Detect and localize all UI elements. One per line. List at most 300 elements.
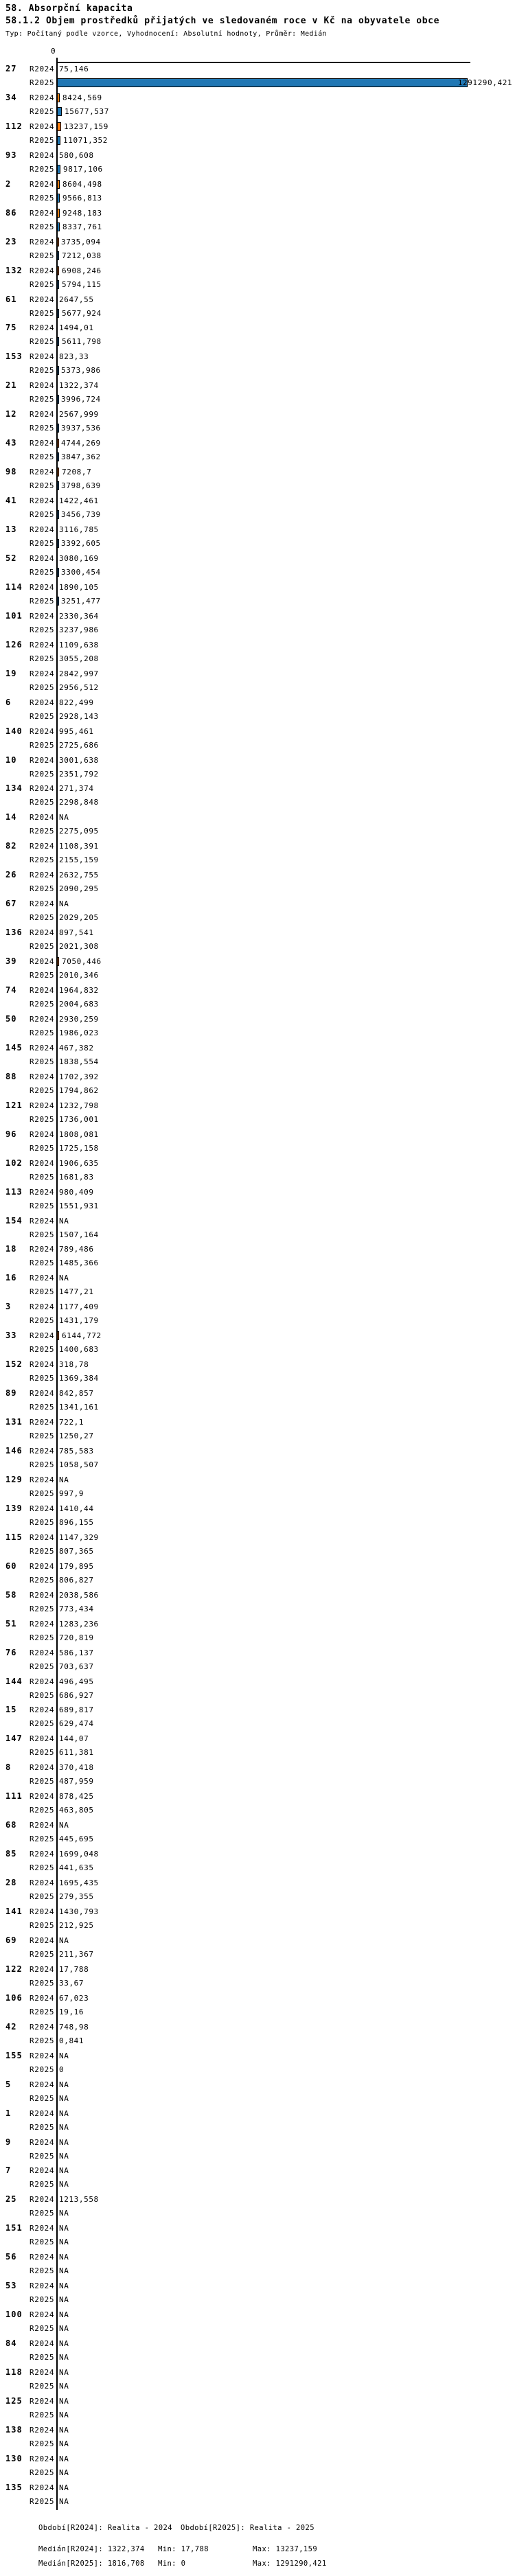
- bar-row-r2024: [0, 2138, 515, 2147]
- series-label: R2024: [30, 1418, 55, 1427]
- row-id: 13: [5, 525, 17, 534]
- x-axis-zero-tick-label: 0: [51, 47, 56, 56]
- series-label: R2025: [30, 2238, 55, 2247]
- series-label: R2024: [30, 582, 55, 592]
- bar-row-r2024: [0, 842, 515, 851]
- value-label: 1109,638: [59, 640, 99, 649]
- bar-group: [0, 756, 515, 785]
- row-id: 98: [5, 467, 17, 477]
- value-label: 3996,724: [61, 395, 101, 404]
- row-id: 43: [5, 438, 17, 448]
- bar-row-r2024: [0, 2368, 515, 2377]
- bar-row-r2025: [0, 424, 515, 433]
- series-label: R2024: [30, 1447, 55, 1456]
- value-label: 4744,269: [61, 439, 101, 448]
- value-label: 995,461: [59, 726, 94, 736]
- bar-row-r2024: [0, 2080, 515, 2089]
- bar-group: [0, 1821, 515, 1850]
- row-id: 19: [5, 668, 17, 678]
- value-label: NA: [59, 2266, 69, 2276]
- bar-group: [0, 2051, 515, 2080]
- series-label: R2024: [30, 65, 55, 73]
- row-id: 139: [5, 1503, 23, 1513]
- bar-group: [0, 727, 515, 756]
- bar-group: [0, 1245, 515, 1274]
- bar-row-r2024: [0, 957, 515, 966]
- series-label: R2025: [30, 164, 55, 174]
- value-label: 6144,772: [62, 1331, 102, 1341]
- series-label: R2024: [30, 2051, 55, 2060]
- bar-row-r2025: [0, 2439, 515, 2448]
- series-label: R2025: [30, 567, 55, 577]
- bar-row-r2025: [0, 1173, 515, 1182]
- series-label: R2024: [30, 2310, 55, 2320]
- bar-row-r2025: [0, 1719, 515, 1728]
- row-id: 5: [5, 2079, 12, 2089]
- bar-row-r2024: [0, 813, 515, 822]
- series-label: R2024: [30, 1648, 55, 1657]
- series-label: R2024: [30, 1907, 55, 1916]
- bar-row-r2025: [0, 194, 515, 203]
- bar-group: [0, 1734, 515, 1763]
- bar-group: [0, 957, 515, 986]
- bar-group: [0, 2310, 515, 2339]
- value-label: NA: [59, 2180, 69, 2189]
- value-label: 980,409: [59, 1187, 94, 1197]
- bar-row-r2025: [0, 855, 515, 864]
- value-label: 807,365: [59, 1546, 94, 1556]
- bar-row-r2024: [0, 1389, 515, 1398]
- series-label: R2025: [30, 913, 55, 923]
- series-label: R2025: [30, 1690, 55, 1700]
- bar-row-r2025: [0, 2382, 515, 2391]
- bar-row-r2024: [0, 266, 515, 275]
- row-id: 56: [5, 2252, 17, 2262]
- value-label: NA: [59, 2051, 69, 2060]
- series-label: R2024: [30, 2454, 55, 2463]
- bar-row-r2025: [0, 1892, 515, 1901]
- bar-group: [0, 525, 515, 554]
- value-label: NA: [59, 2295, 69, 2305]
- row-id: 88: [5, 1071, 17, 1081]
- bar-row-r2024: [0, 209, 515, 218]
- bar-group: [0, 2454, 515, 2483]
- series-label: R2025: [30, 106, 55, 116]
- series-label: R2024: [30, 871, 55, 880]
- series-label: R2025: [30, 510, 55, 520]
- value-label: 1494,01: [59, 323, 94, 333]
- series-label: R2024: [30, 1561, 55, 1571]
- row-id: 145: [5, 1042, 23, 1053]
- footer-period-r2025: Období[R2025]: Realita - 2025: [181, 2524, 314, 2532]
- series-label: R2025: [30, 2410, 55, 2419]
- value-label: 1431,179: [59, 1316, 99, 1326]
- bar-row-r2025: [0, 2266, 515, 2275]
- value-label: 1702,392: [59, 1072, 99, 1081]
- bar-row-r2024: [0, 93, 515, 102]
- bar-r2024: [57, 180, 60, 189]
- bar-row-r2024: [0, 2109, 515, 2118]
- series-label: R2025: [30, 798, 55, 807]
- bar-row-r2024: [0, 180, 515, 189]
- series-label: R2025: [30, 1835, 55, 1844]
- value-label: 2021,308: [59, 942, 99, 952]
- value-label: 3456,739: [61, 510, 101, 520]
- series-label: R2025: [30, 539, 55, 548]
- value-label: 3251,477: [61, 596, 101, 606]
- bar-row-r2024: [0, 1072, 515, 1081]
- footer-median-r2025: Medián[R2025]: 1816,708: [38, 2560, 145, 2568]
- value-label: 3847,362: [61, 452, 101, 462]
- series-label: R2024: [30, 1129, 55, 1139]
- value-label: 1410,44: [59, 1504, 94, 1513]
- bar-r2024: [57, 266, 59, 275]
- value-label: NA: [59, 2468, 69, 2477]
- value-label: NA: [59, 2439, 69, 2448]
- value-label: 8604,498: [62, 179, 102, 189]
- footer-max-r2024: Max: 13237,159: [253, 2545, 318, 2553]
- value-label: NA: [59, 2151, 69, 2161]
- bar-row-r2025: [0, 913, 515, 922]
- series-label: R2024: [30, 323, 55, 333]
- value-label: 1147,329: [59, 1532, 99, 1542]
- x-axis-line: [58, 62, 470, 63]
- indicator-type-line: Typ: Počítaný podle vzorce, Vyhodnocení: Absolutní hodnoty, Průměr: Medián: [5, 30, 327, 38]
- row-id: 125: [5, 2395, 23, 2406]
- value-label: 179,895: [59, 1561, 94, 1571]
- series-label: R2025: [30, 2007, 55, 2016]
- value-label: 1808,081: [59, 1129, 99, 1139]
- series-label: R2025: [30, 1114, 55, 1124]
- bar-group: [0, 1878, 515, 1907]
- bar-row-r2024: [0, 1302, 515, 1311]
- value-label: 823,33: [59, 352, 89, 362]
- row-id: 100: [5, 2310, 23, 2320]
- bar-row-r2025: [0, 2094, 515, 2103]
- row-id: 14: [5, 812, 17, 823]
- page-title: 58. Absorpční kapacita: [5, 3, 133, 14]
- bar-row-r2024: [0, 1763, 515, 1772]
- value-label: 370,418: [59, 1763, 94, 1773]
- bar-row-r2025: [0, 1576, 515, 1585]
- bar-row-r2024: [0, 151, 515, 160]
- series-label: R2025: [30, 2151, 55, 2161]
- value-label: 5611,798: [62, 337, 102, 347]
- series-label: R2025: [30, 135, 55, 145]
- row-id: 102: [5, 1158, 23, 1168]
- series-label: R2024: [30, 1993, 55, 2003]
- row-id: 16: [5, 1273, 17, 1283]
- bar-group: [0, 2368, 515, 2397]
- bar-row-r2024: [0, 1821, 515, 1830]
- series-label: R2025: [30, 2036, 55, 2045]
- row-id: 52: [5, 553, 17, 563]
- value-label: NA: [59, 2368, 69, 2377]
- value-label: NA: [59, 2353, 69, 2362]
- bar-group: [0, 1389, 515, 1418]
- series-label: R2025: [30, 1201, 55, 1210]
- value-label: 9566,813: [62, 193, 102, 203]
- bar-row-r2025: [0, 1115, 515, 1124]
- bar-r2025: [57, 337, 59, 346]
- series-label: R2025: [30, 1143, 55, 1153]
- row-id: 140: [5, 726, 23, 736]
- row-id: 10: [5, 755, 17, 765]
- series-label: R2025: [30, 971, 55, 980]
- bar-group: [0, 871, 515, 899]
- value-label: 11071,352: [63, 135, 108, 145]
- row-id: 15: [5, 1705, 17, 1715]
- series-label: R2024: [30, 1677, 55, 1686]
- series-label: R2025: [30, 2093, 55, 2103]
- value-label: 211,367: [59, 1949, 94, 1959]
- bar-group: [0, 669, 515, 698]
- series-label: R2025: [30, 1028, 55, 1037]
- bar-group: [0, 496, 515, 525]
- series-label: R2024: [30, 410, 55, 419]
- bar-r2024: [57, 439, 59, 448]
- bar-row-r2024: [0, 295, 515, 304]
- value-label: 318,78: [59, 1360, 89, 1370]
- bar-row-r2025: [0, 510, 515, 519]
- bar-row-r2024: [0, 122, 515, 131]
- bar-row-r2025: [0, 481, 515, 490]
- bar-group: [0, 1418, 515, 1447]
- bar-row-r2024: [0, 1044, 515, 1053]
- bar-r2025: [57, 366, 59, 375]
- bar-group: [0, 266, 515, 295]
- bar-group: [0, 468, 515, 496]
- value-label: 822,499: [59, 698, 94, 707]
- bar-row-r2025: [0, 1403, 515, 1412]
- value-label: 3735,094: [61, 237, 101, 246]
- bar-group: [0, 1705, 515, 1734]
- value-label: 1250,27: [59, 1431, 94, 1441]
- series-label: R2025: [30, 1488, 55, 1498]
- bar-row-r2025: [0, 222, 515, 231]
- bar-row-r2024: [0, 1274, 515, 1283]
- series-label: R2024: [30, 784, 55, 794]
- series-label: R2024: [30, 381, 55, 391]
- bar-row-r2025: [0, 337, 515, 346]
- bar-row-r2025: [0, 597, 515, 606]
- bar-row-r2025: [0, 1633, 515, 1642]
- bar-group: [0, 1447, 515, 1475]
- series-label: R2025: [30, 1921, 55, 1930]
- bar-group: [0, 1044, 515, 1072]
- bar-group: [0, 1015, 515, 1044]
- series-label: R2025: [30, 2122, 55, 2132]
- value-label: 75,146: [59, 65, 89, 73]
- bar-row-r2024: [0, 1648, 515, 1657]
- series-label: R2025: [30, 2209, 55, 2218]
- series-label: R2025: [30, 2353, 55, 2362]
- value-label: 3798,639: [61, 481, 101, 491]
- series-label: R2025: [30, 2382, 55, 2391]
- value-label: 1906,635: [59, 1158, 99, 1168]
- series-label: R2024: [30, 1590, 55, 1600]
- bar-row-r2024: [0, 1447, 515, 1456]
- bar-group: [0, 295, 515, 324]
- value-label: 3001,638: [59, 755, 99, 765]
- bar-group: [0, 1907, 515, 1936]
- bar-groups: [0, 65, 515, 2512]
- value-label: 1485,366: [59, 1258, 99, 1268]
- series-label: R2024: [30, 1964, 55, 1974]
- bar-row-r2025: [0, 1691, 515, 1700]
- value-label: 3080,169: [59, 553, 99, 563]
- bar-row-r2025: [0, 2468, 515, 2477]
- bar-row-r2024: [0, 2023, 515, 2032]
- series-label: R2024: [30, 1072, 55, 1081]
- value-label: 629,474: [59, 1719, 94, 1729]
- value-label: 7208,7: [62, 468, 92, 477]
- series-label: R2024: [30, 1043, 55, 1053]
- series-label: R2024: [30, 468, 55, 477]
- value-label: NA: [59, 1274, 69, 1283]
- row-id: 136: [5, 928, 23, 938]
- bar-r2025: [57, 424, 59, 433]
- bar-row-r2025: [0, 1287, 515, 1296]
- bar-row-r2024: [0, 323, 515, 332]
- bar-row-r2024: [0, 1734, 515, 1743]
- value-label: 1232,798: [59, 1101, 99, 1110]
- row-id: 34: [5, 92, 17, 102]
- value-label: 463,805: [59, 1806, 94, 1815]
- bar-row-r2025: [0, 1863, 515, 1872]
- series-label: R2024: [30, 1532, 55, 1542]
- bar-row-r2025: [0, 2324, 515, 2333]
- value-label: 1283,236: [59, 1619, 99, 1629]
- bar-row-r2024: [0, 65, 515, 73]
- row-id: 82: [5, 841, 17, 851]
- series-label: R2025: [30, 1230, 55, 1239]
- value-label: 1108,391: [59, 842, 99, 851]
- bar-row-r2024: [0, 1677, 515, 1686]
- bar-row-r2025: [0, 251, 515, 260]
- bar-row-r2025: [0, 798, 515, 807]
- bar-row-r2024: [0, 1533, 515, 1542]
- series-label: R2025: [30, 2324, 55, 2334]
- row-id: 111: [5, 1791, 23, 1802]
- value-label: 33,67: [59, 1978, 84, 1988]
- bar-group: [0, 1936, 515, 1965]
- value-label: 1964,832: [59, 986, 99, 995]
- bar-row-r2025: [0, 1057, 515, 1066]
- series-label: R2025: [30, 2439, 55, 2448]
- series-label: R2025: [30, 1575, 55, 1585]
- bar-row-r2025: [0, 1000, 515, 1009]
- value-label: 15677,537: [65, 106, 110, 116]
- bar-row-r2024: [0, 1418, 515, 1427]
- row-id: 23: [5, 236, 17, 246]
- series-label: R2025: [30, 827, 55, 836]
- series-label: R2025: [30, 2180, 55, 2189]
- row-id: 89: [5, 1388, 17, 1399]
- bar-row-r2024: [0, 2339, 515, 2348]
- series-label: R2025: [30, 740, 55, 750]
- series-label: R2024: [30, 1619, 55, 1629]
- bar-group: [0, 1620, 515, 1648]
- row-id: 130: [5, 2453, 23, 2463]
- bar-row-r2025: [0, 625, 515, 634]
- bar-group: [0, 352, 515, 381]
- bar-row-r2024: [0, 2051, 515, 2060]
- bar-group: [0, 1504, 515, 1533]
- value-label: NA: [59, 2080, 69, 2089]
- bar-row-r2024: [0, 1591, 515, 1600]
- row-id: 25: [5, 2194, 17, 2205]
- row-id: 28: [5, 1878, 17, 1888]
- series-label: R2024: [30, 1331, 55, 1341]
- series-label: R2024: [30, 1302, 55, 1312]
- series-label: R2024: [30, 2108, 55, 2118]
- series-label: R2024: [30, 1705, 55, 1715]
- value-label: 1507,164: [59, 1230, 99, 1239]
- row-id: 138: [5, 2424, 23, 2435]
- series-label: R2025: [30, 1057, 55, 1066]
- row-id: 147: [5, 1734, 23, 1744]
- series-label: R2025: [30, 682, 55, 692]
- series-label: R2025: [30, 1806, 55, 1815]
- series-label: R2025: [30, 1604, 55, 1613]
- bar-row-r2025: [0, 1431, 515, 1440]
- row-id: 114: [5, 582, 23, 592]
- bar-row-r2025: [0, 395, 515, 404]
- value-label: 1736,001: [59, 1114, 99, 1124]
- bar-r2025: [57, 539, 59, 548]
- value-label: 0,841: [59, 2036, 84, 2045]
- value-label: NA: [59, 2253, 69, 2262]
- row-id: 96: [5, 1129, 17, 1139]
- bar-r2024: [57, 93, 60, 102]
- series-label: R2024: [30, 1274, 55, 1283]
- value-label: 2930,259: [59, 1014, 99, 1024]
- series-label: R2024: [30, 1389, 55, 1399]
- value-label: 1838,554: [59, 1057, 99, 1066]
- value-label: 897,541: [59, 928, 94, 938]
- series-label: R2024: [30, 266, 55, 275]
- row-id: 154: [5, 1215, 23, 1226]
- value-label: 2632,755: [59, 871, 99, 880]
- bar-group: [0, 1159, 515, 1188]
- value-label: 1725,158: [59, 1143, 99, 1153]
- value-label: 1213,558: [59, 2195, 99, 2205]
- value-label: 806,827: [59, 1575, 94, 1585]
- bar-group: [0, 813, 515, 842]
- series-label: R2024: [30, 352, 55, 362]
- series-label: R2025: [30, 308, 55, 318]
- bar-row-r2025: [0, 2411, 515, 2419]
- bar-row-r2024: [0, 1562, 515, 1571]
- value-label: NA: [59, 2454, 69, 2463]
- bar-row-r2025: [0, 568, 515, 577]
- value-label: 1794,862: [59, 1085, 99, 1095]
- bar-row-r2024: [0, 381, 515, 390]
- series-label: R2024: [30, 1504, 55, 1513]
- bar-row-r2025: [0, 741, 515, 750]
- series-label: R2024: [30, 1878, 55, 1888]
- bar-row-r2024: [0, 1475, 515, 1484]
- row-id: 42: [5, 2021, 17, 2032]
- bar-row-r2024: [0, 496, 515, 505]
- bar-row-r2024: [0, 2454, 515, 2463]
- value-label: NA: [59, 2496, 69, 2506]
- value-label: 3392,605: [61, 539, 101, 548]
- bar-group: [0, 1792, 515, 1821]
- series-label: R2024: [30, 2137, 55, 2147]
- value-label: NA: [59, 1935, 69, 1945]
